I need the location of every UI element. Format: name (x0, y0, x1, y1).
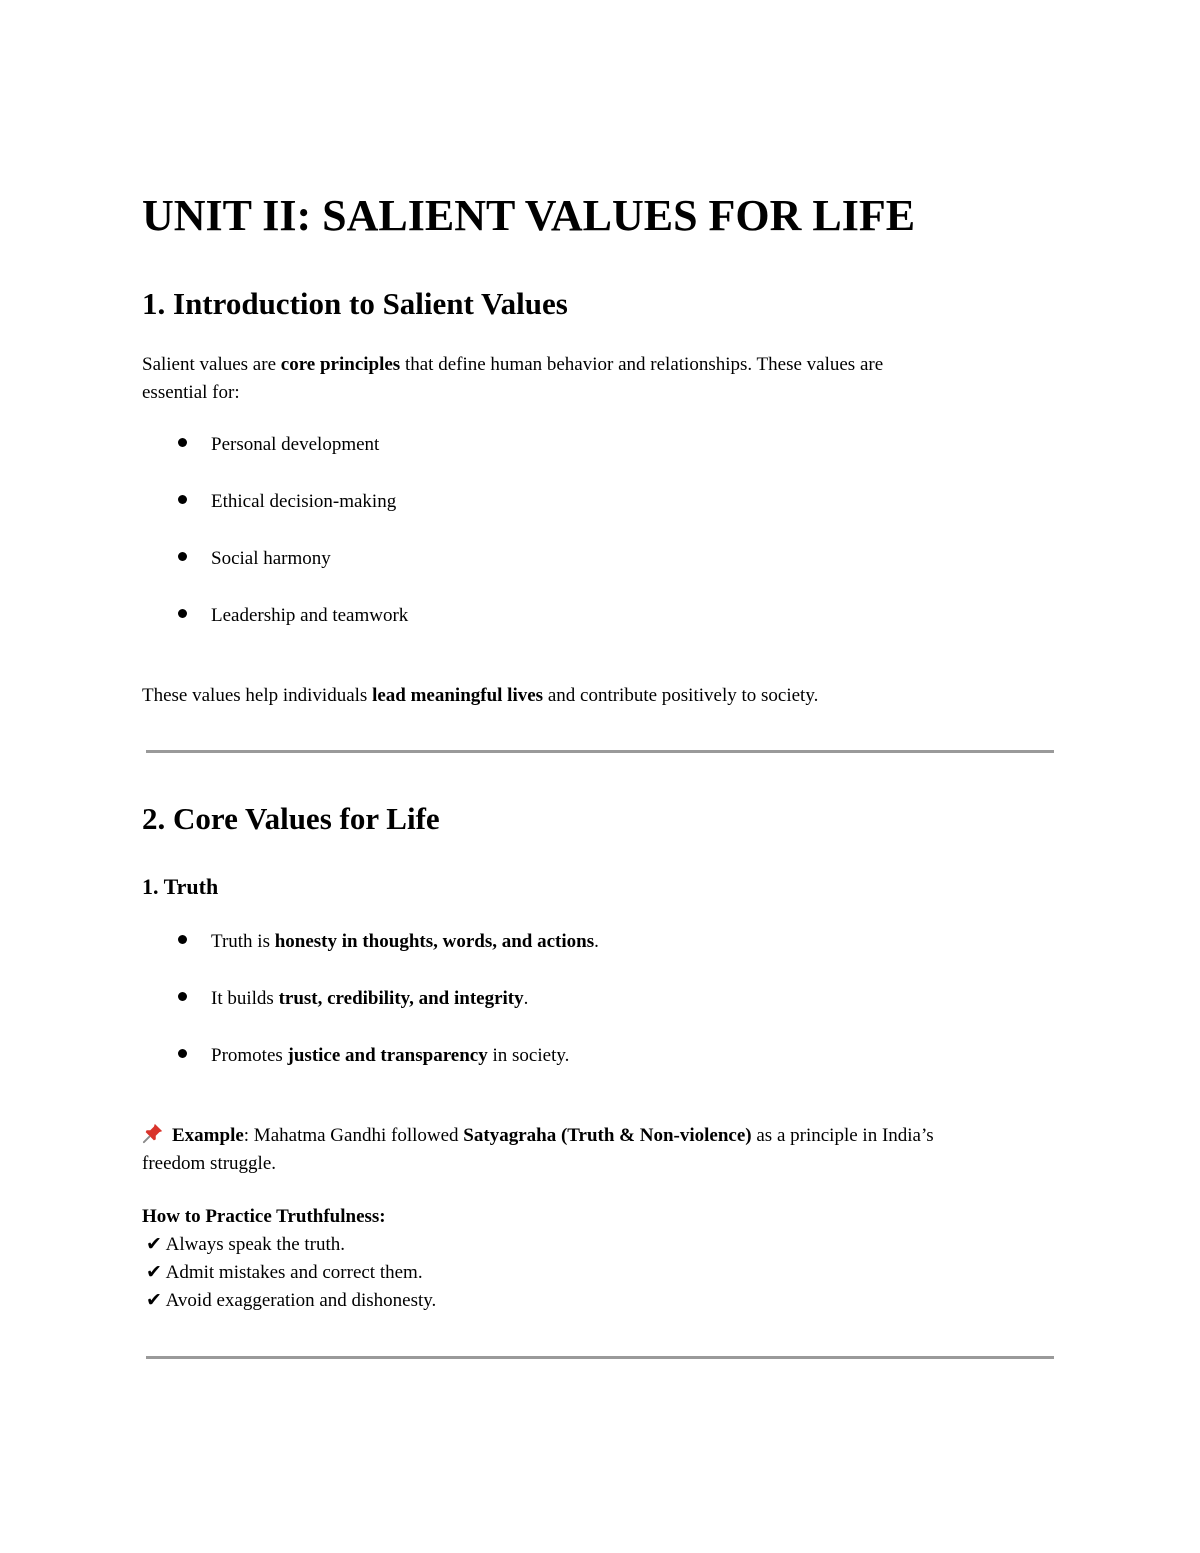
list-item-text: Social harmony (211, 548, 331, 569)
section-2-heading: 2. Core Values for Life (142, 801, 440, 836)
list-item-text: It builds (211, 988, 279, 1009)
list-item (178, 985, 528, 1013)
truth-example (142, 1122, 1052, 1178)
practice-item: ✔ Always speak the truth. (146, 1234, 346, 1255)
closing-bold: lead meaningful lives (372, 685, 544, 706)
list-item-text: Personal development (211, 434, 380, 455)
bullet-dot-icon (178, 495, 187, 504)
example-line-1 (142, 1122, 1052, 1150)
bullet-dot-icon (178, 438, 187, 447)
bullet-dot-icon (178, 609, 187, 618)
section-1-intro (142, 351, 1052, 407)
section-1-heading: 1. Introduction to Salient Values (142, 286, 568, 321)
subsection-truth-heading: 1. Truth (142, 874, 219, 899)
example-text-a: : Mahatma Gandhi followed (243, 1125, 464, 1146)
bullet-dot-icon (178, 992, 187, 1001)
bullet-dot-icon (178, 935, 187, 944)
list-item (178, 602, 408, 630)
list-item-text: . (594, 931, 599, 952)
pushpin-icon (142, 1122, 164, 1144)
list-item-text: Ethical decision-making (211, 491, 397, 512)
list-item-bold: honesty in thoughts, words, and actions (274, 931, 595, 952)
bullet-dot-icon (178, 1049, 187, 1058)
list-item-text: in society. (487, 1045, 570, 1066)
horizontal-rule (146, 750, 1054, 753)
practice-heading (142, 1203, 1052, 1231)
list-item (178, 545, 331, 573)
list-item-text: Truth is (211, 931, 275, 952)
list-item (178, 431, 379, 459)
intro-line-2: essential for: (142, 382, 240, 403)
horizontal-rule (146, 1356, 1054, 1359)
list-item (178, 488, 396, 516)
intro-line-1 (142, 351, 1052, 379)
section-1-closing (142, 682, 1052, 710)
list-item-text: . (523, 988, 529, 1009)
example-line-2: freedom struggle. (142, 1153, 277, 1174)
list-item-text: Leadership and teamwork (211, 605, 409, 626)
intro-text-a: Salient values are (142, 354, 281, 375)
intro-text-b: that define human behavior and relationships. These values are (400, 354, 884, 375)
closing-text-a: These values help individuals (142, 685, 373, 706)
list-item-bold: trust, credibility, and integrity (278, 988, 524, 1009)
closing-text-b: and contribute positively to society. (543, 685, 819, 706)
example-text-b: as a principle in India’s (751, 1125, 934, 1146)
page-title: UNIT II: SALIENT VALUES FOR LIFE (142, 191, 916, 240)
list-item (178, 928, 599, 956)
list-item-bold: justice and transparency (287, 1045, 488, 1066)
example-bold: Satyagraha (Truth & Non-violence) (463, 1125, 752, 1146)
practice-item: ✔ Avoid exaggeration and dishonesty. (146, 1290, 437, 1311)
list-item-text: Promotes (211, 1045, 288, 1066)
practice-item: ✔ Admit mistakes and correct them. (146, 1262, 423, 1283)
example-label: Example (172, 1125, 244, 1146)
intro-bold-core-principles: core principles (280, 354, 401, 375)
practice-heading-text: How to Practice Truthfulness: (142, 1206, 386, 1227)
list-item (178, 1042, 569, 1070)
bullet-dot-icon (178, 552, 187, 561)
